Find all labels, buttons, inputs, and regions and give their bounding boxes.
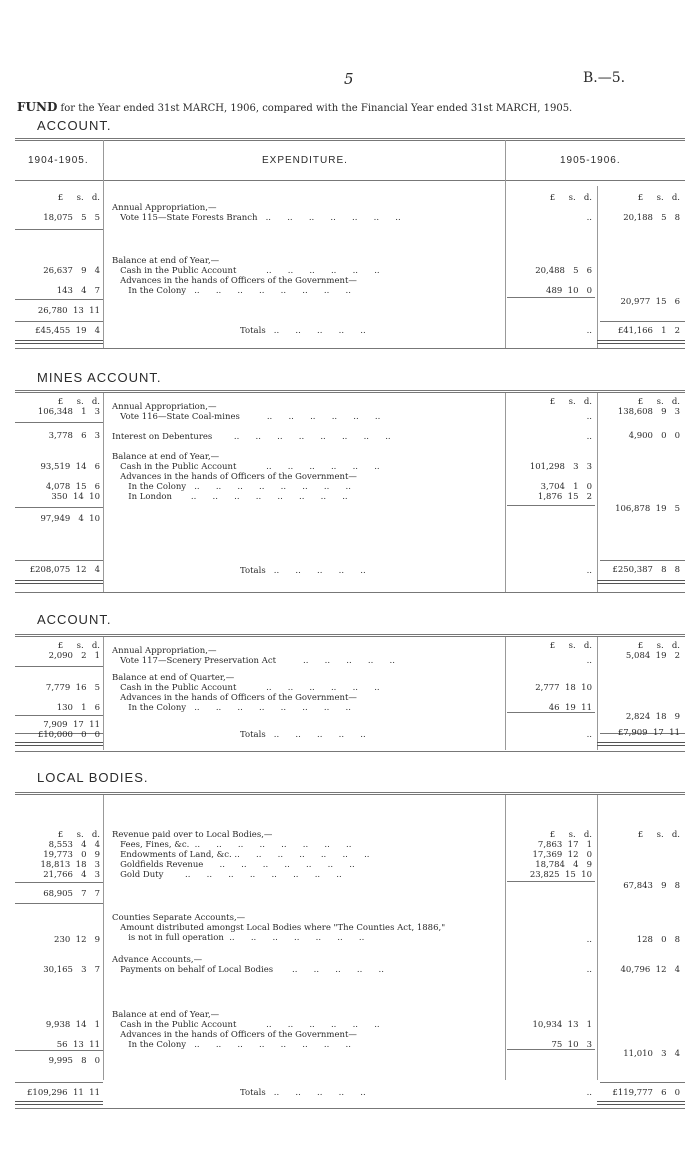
line-item-detail: .. <box>586 656 592 666</box>
column-header-1904: 1904-1905. <box>28 155 89 166</box>
units-1905-cash: £ s. d. <box>549 397 592 407</box>
units-1905-cash: £ s. d. <box>549 641 592 651</box>
line-item-detail: 2,777 18 10 46 19 11 <box>535 683 592 713</box>
line-item-total: 11,010 3 4 <box>623 1049 680 1059</box>
units-1905-total: £ s. d. <box>637 641 680 651</box>
column-header-expenditure: EXPENDITURE. <box>262 155 348 166</box>
section-title: ACCOUNT. <box>37 118 112 133</box>
line-item-text: Balance at end of Quarter,— Cash in the Public Account .. .. .. .. .. .. Advances in the hands of Officers of the Government— In the Colony .. .. .. .. .. .. .. .. <box>112 673 380 713</box>
line-item-text: Advance Accounts,— Payments on behalf of Local Bodies .. .. .. .. .. <box>112 955 384 975</box>
line-item-text: Annual Appropriation,— Vote 117—Scenery Preservation Act .. .. .. .. .. <box>112 646 395 666</box>
units-1905-cash: £ s. d. <box>549 193 592 203</box>
totals-label: Totals .. .. .. .. .. <box>240 326 366 336</box>
prior-year-subtotal: 26,780 13 11 <box>37 306 100 316</box>
line-item-detail: .. <box>586 432 592 442</box>
line-item-text: Annual Appropriation,— Vote 116—State Coal-mines .. .. .. .. .. .. <box>112 402 381 422</box>
prior-year-subtotal: 9,995 8 0 <box>48 1056 100 1066</box>
line-item-text: Revenue paid over to Local Bodies,— Fees, Fines, &c. .. .. .. .. .. .. .. .. Endowments of Land, &c. .. .. .. .. .. .. .. Goldfields Revenue .. .. .. .. .. .. .. Gold Duty .. .. .. .. .. .. .. .. <box>112 830 370 880</box>
prior-year-value: 30,165 3 7 <box>43 965 100 975</box>
section-title: MINES ACCOUNT. <box>37 370 162 385</box>
line-item-total: 128 0 8 <box>636 935 680 945</box>
line-item-text: Balance at end of Year,— Cash in the Public Account .. .. .. .. .. .. Advances in the hands of Officers of the Government— In the Colony .. .. .. .. .. .. .. .. In London .. .. .. .. .. .. .. .. <box>112 452 380 502</box>
page-number: 5 <box>344 70 354 88</box>
line-item-total: 67,843 9 8 <box>623 881 680 891</box>
intro-text: for the Year ended 31st MARCH, 1906, compared with the Financial Year ended 31st MARCH, 1905. <box>60 103 573 114</box>
prior-year-total: £109,296 11 11 <box>27 1088 100 1098</box>
line-item-text: Balance at end of Year,— Cash in the Public Account .. .. .. .. .. .. Advances in the hands of Officers of the Government— In the Colony .. .. .. .. .. .. .. .. <box>112 256 380 296</box>
fund-word: FUND <box>17 100 58 114</box>
line-item-total: 5,084 19 2 <box>625 651 680 661</box>
prior-year-total: £45,455 19 4 <box>35 326 100 336</box>
line-item-detail: .. <box>586 965 592 975</box>
intro-line <box>17 100 572 114</box>
units-1905-total: £ s. d. <box>637 193 680 203</box>
line-item-total: 4,900 0 0 <box>628 431 680 441</box>
totals-label: Totals .. .. .. .. .. <box>240 730 366 740</box>
line-item-total: 20,188 5 8 <box>623 213 680 223</box>
section-title: LOCAL BODIES. <box>37 770 149 785</box>
line-item-detail: .. <box>586 213 592 223</box>
units-1905-total: £ s. d. <box>637 830 680 840</box>
prior-year-value: 9,938 14 1 56 13 11 <box>45 1020 100 1050</box>
line-item-detail: .. <box>586 1088 592 1098</box>
totals-label: Totals .. .. .. .. .. <box>240 566 366 576</box>
line-item-detail: 101,298 3 3 3,704 1 0 1,876 15 2 <box>529 462 592 502</box>
units-1904: £ s. d. <box>57 397 100 407</box>
units-1905-cash: £ s. d. <box>549 830 592 840</box>
line-item-detail: 20,488 5 6 489 10 0 <box>535 266 592 296</box>
column-header-1905: 1905-1906. <box>560 155 621 166</box>
prior-year-value: 106,348 1 3 <box>37 407 100 417</box>
prior-year-subtotal: 68,905 7 7 <box>43 889 100 899</box>
line-item-detail: .. <box>586 935 592 945</box>
line-item-total: 106,878 19 5 <box>615 504 680 514</box>
document-reference: B.—5. <box>583 70 626 86</box>
current-year-total: £250,387 8 8 <box>612 565 680 575</box>
prior-year-value: 8,553 4 4 19,773 0 9 18,813 18 3 21,766 4 3 <box>40 840 100 880</box>
prior-year-total: £10,000 0 0 <box>37 730 100 740</box>
section-title: ACCOUNT. <box>37 612 112 627</box>
line-item-text: Counties Separate Accounts,— Amount distributed amongst Local Bodies where "The Counties Act, 1886," is not in full operation .. .. .. .. .. .. .. <box>112 913 446 943</box>
totals-label: Totals .. .. .. .. .. <box>240 1088 366 1098</box>
prior-year-value: 2,090 2 1 <box>48 651 100 661</box>
prior-year-value: 93,519 14 6 4,078 15 6 350 14 10 <box>40 462 100 502</box>
prior-year-value: 18,075 5 5 <box>43 213 100 223</box>
prior-year-value: 7,779 16 5 130 1 6 <box>45 683 100 713</box>
line-item-detail: .. <box>586 326 592 336</box>
prior-year-value: 3,778 6 3 <box>48 431 100 441</box>
prior-year-value: 230 12 9 <box>54 935 100 945</box>
line-item-detail: 10,934 13 1 75 10 3 <box>532 1020 592 1050</box>
prior-year-value: 26,637 9 4 143 4 7 <box>43 266 100 296</box>
line-item-total: 20,977 15 6 <box>620 297 680 307</box>
line-item-text: Annual Appropriation,— Vote 115—State Forests Branch .. .. .. .. .. .. .. <box>112 203 401 223</box>
line-item-text: Balance at end of Year,— Cash in the Public Account .. .. .. .. .. .. Advances in the hands of Officers of the Government— In the Colony .. .. .. .. .. .. .. .. <box>112 1010 380 1050</box>
line-item-total: 40,796 12 4 <box>620 965 680 975</box>
current-year-total: £7,909 17 11 <box>617 728 680 738</box>
line-item-text: Interest on Debentures .. .. .. .. .. .. .. .. <box>112 432 391 442</box>
line-item-detail: .. <box>586 730 592 740</box>
line-item-total: 138,608 9 3 <box>617 407 680 417</box>
units-1904: £ s. d. <box>57 641 100 651</box>
units-1905-total: £ s. d. <box>637 397 680 407</box>
current-year-total: £41,166 1 2 <box>617 326 680 336</box>
line-item-detail: 7,863 17 1 17,369 12 0 18,784 4 9 23,825 15 10 <box>529 840 592 880</box>
prior-year-subtotal: 97,949 4 10 <box>40 514 100 524</box>
prior-year-subtotal: 7,909 17 11 <box>43 720 100 730</box>
units-1904: £ s. d. <box>57 830 100 840</box>
units-1904: £ s. d. <box>57 193 100 203</box>
line-item-total: 2,824 18 9 <box>625 712 680 722</box>
line-item-detail: .. <box>586 566 592 576</box>
line-item-detail: .. <box>586 412 592 422</box>
prior-year-total: £208,075 12 4 <box>29 565 100 575</box>
current-year-total: £119,777 6 0 <box>612 1088 680 1098</box>
